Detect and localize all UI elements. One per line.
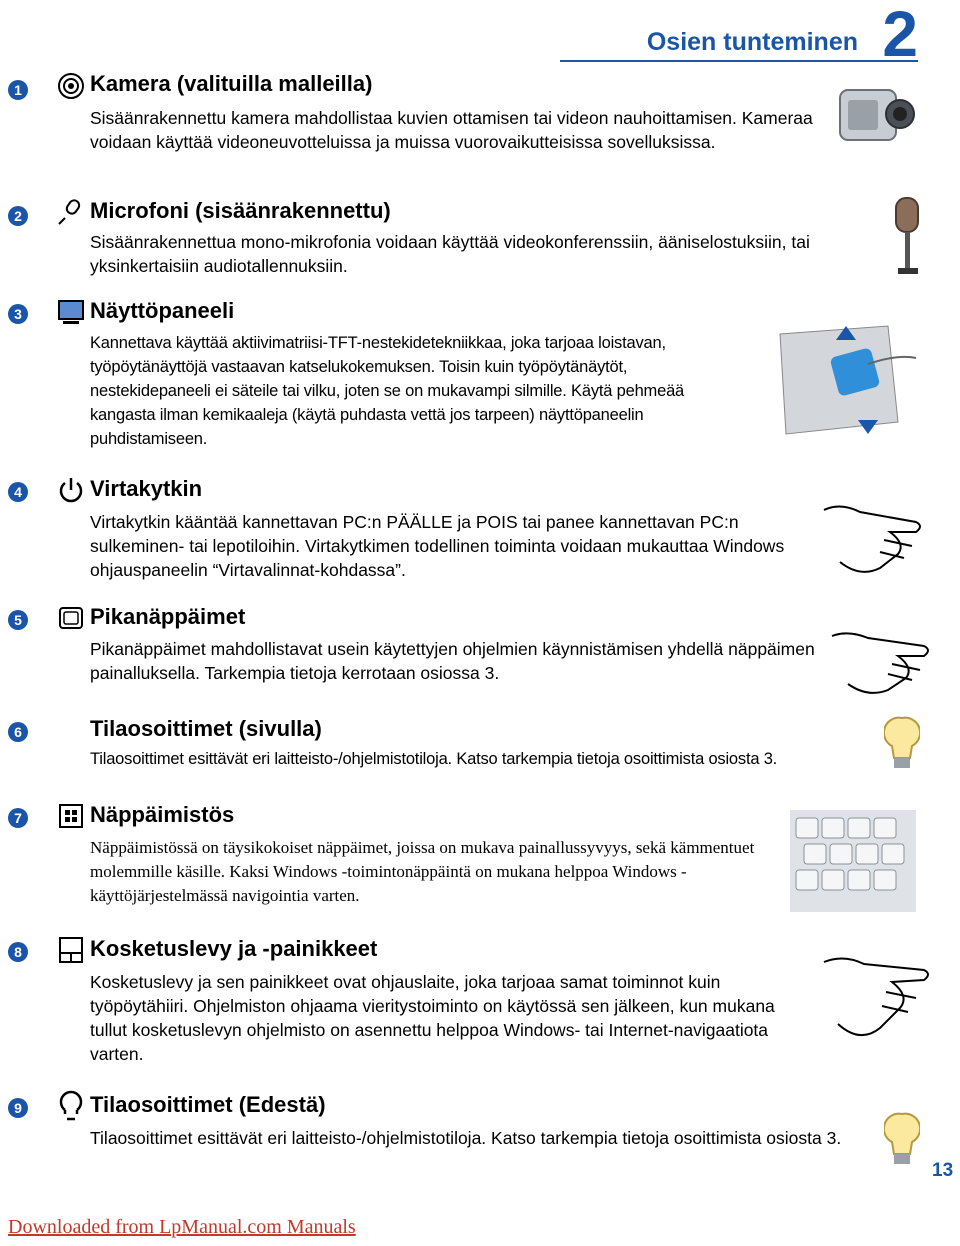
item-title: Kosketuslevy ja -painikkeet: [90, 936, 378, 961]
keyboard-icon: [57, 802, 85, 830]
item-title: Näppäimistös: [90, 802, 235, 827]
item-number-badge: 5: [8, 610, 28, 630]
camera-icon: [57, 72, 85, 100]
item-number-badge: 8: [8, 942, 28, 962]
item-title: Virtakytkin: [90, 476, 203, 501]
header-divider: [560, 60, 918, 62]
item-description: Kosketuslevy ja sen painikkeet ovat ohjauslaite, joka tarjoaa samat toiminnot kuin työpöytähiiri. Ohjelmiston ohjaama vieritystoiminto on käytössä sen jälkeen, kun mukana tullut kosketuslevyn ohjelmisto on asennettu helppoa Windows- tai Internet-navigaatiota varten.: [90, 972, 775, 1064]
camera-picture: [834, 76, 916, 156]
item-description: Tilaosoittimet esittävät eri laitteisto-/ohjelmistotiloja. Katso tarkempia tietoja osoittimista osiosta 3.: [90, 750, 778, 768]
microphone-icon: [57, 198, 85, 226]
hand-pointing-picture: [820, 948, 950, 1048]
item-title: Microfoni (sisäänrakennettu): [90, 198, 391, 223]
item-description: Pikanäppäimet mahdollistavat usein käytettyjen ohjelmien käynnistämisen yhdellä näppäimen painalluksella. Tarkempia tietoja kerrotaan osiossa 3.: [90, 639, 815, 683]
light-bulb-picture: [884, 716, 920, 774]
item-number-badge: 1: [8, 80, 28, 100]
microphone-picture: [888, 196, 928, 276]
item-description: Kannettava käyttää aktiivimatriisi-TFT-nestekidetekniikkaa, joka tarjoaa loistavan, työpöytänäyttöjä vastaavan katselukokemuksen. Toisin kuin työpöytänäytöt, nestekidepaneeli ei säteile tai vilku, joten se on mukavampi silmille. Käytä pehmeää kangasta ilman kemikaaleja (käytä puhdasta vettä jos tarpeen) näyttöpaneelin puhdistamiseen.: [90, 334, 685, 448]
item-number-badge: 7: [8, 808, 28, 828]
item-description: Virtakytkin kääntää kannettavan PC:n PÄÄLLE ja POIS tai panee kannettavan PC:n sulkeminen- tai lepotiloihin. Virtakytkimen todellinen toiminta voidaan mukauttaa Windows ohjauspaneelin “Virtavalinnat-kohdassa”.: [90, 512, 785, 580]
item-description: Tilaosoittimet esittävät eri laitteisto-/ohjelmistotiloja. Katso tarkempia tietoja osoittimista osiosta 3.: [90, 1128, 842, 1148]
indicator-icon: [57, 1090, 85, 1118]
item-number-badge: 2: [8, 206, 28, 226]
footer-download-link[interactable]: Downloaded from LpManual.com Manuals: [8, 1216, 356, 1238]
item-number-badge: 3: [8, 304, 28, 324]
chapter-number: 2: [882, 0, 918, 70]
light-bulb-picture: [884, 1112, 920, 1170]
item-number-badge: 9: [8, 1098, 28, 1118]
hand-pressing-picture: [820, 492, 950, 582]
hand-pressing-picture: [828, 626, 958, 698]
item-title: Pikanäppäimet: [90, 604, 246, 629]
item-title: Kamera (valituilla malleilla): [90, 71, 373, 96]
screen-cleaning-picture: [778, 324, 918, 436]
page-number: 13: [932, 1160, 954, 1181]
item-title: Tilaosoittimet (Edestä): [90, 1092, 326, 1117]
section-title: Osien tunteminen: [646, 28, 858, 56]
item-number-badge: 4: [8, 482, 28, 502]
hotkey-icon: [57, 604, 85, 632]
touchpad-icon: [57, 936, 85, 964]
item-description: Sisäänrakennettua mono-mikrofonia voidaan käyttää videokonferenssiin, ääniselostuksiin, tai yksinkertaisiin audiotallennuksiin.: [90, 232, 810, 276]
item-description: Sisäänrakennettu kamera mahdollistaa kuvien ottamisen tai videon nauhoittamisen. Kameraa voidaan käyttää videoneuvotteluissa ja muissa vuorovaikutteisissa sovelluksissa.: [90, 108, 813, 152]
power-icon: [57, 476, 85, 504]
item-description: Näppäimistössä on täysikokoiset näppäimet, joissa on mukava painallussyvyys, sekä kämmentuet molemmille käsille. Kaksi Windows -toimintonäppäintä on mukana helppoa Windows -käyttöjärjestelmässä navigointia varten.: [90, 838, 755, 905]
display-icon: [57, 298, 85, 326]
item-title: Tilaosoittimet (sivulla): [90, 716, 322, 741]
item-title: Näyttöpaneeli: [90, 298, 235, 323]
keyboard-picture: [788, 808, 918, 914]
item-number-badge: 6: [8, 722, 28, 742]
